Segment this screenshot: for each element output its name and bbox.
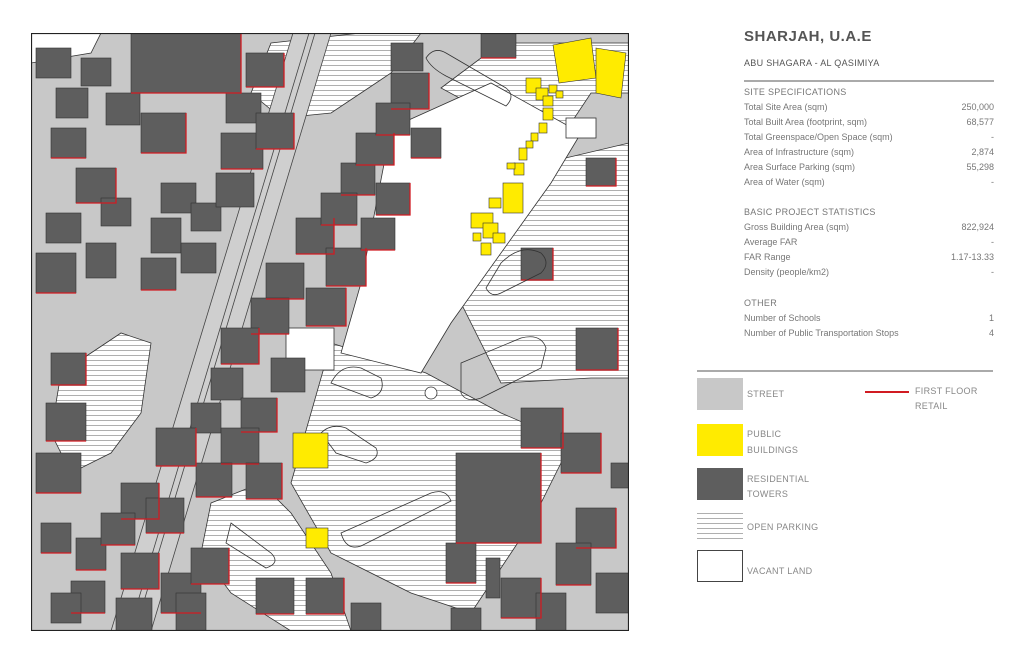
legend-residential: RESIDENTIAL TOWERS [697, 468, 897, 502]
legend-divider [697, 370, 993, 372]
project-statistics [744, 205, 994, 280]
stat-row: Average FAR - [744, 237, 994, 247]
site-title: SHARJAH, U.A.E [744, 28, 872, 45]
stat-row: Density (people/km2) - [744, 267, 994, 277]
legend-retail: FIRST FLOOR RETAIL [865, 378, 995, 412]
stats-heading: BASIC PROJECT STATISTICS [744, 207, 876, 217]
site-subtitle: ABU SHAGARA - AL QASIMIYA [744, 58, 880, 68]
other-row: Number of Schools 1 [744, 313, 994, 323]
other-statistics [744, 296, 994, 341]
site-map [31, 33, 629, 631]
site-specs-heading: SITE SPECIFICATIONS [744, 87, 847, 97]
street-swatch [697, 378, 743, 410]
residential-swatch [697, 468, 743, 500]
other-heading: OTHER [744, 298, 777, 308]
stat-row: FAR Range 1.17-13.33 [744, 252, 994, 262]
legend-street: STREET [697, 378, 897, 412]
divider [744, 80, 994, 82]
legend-vacant: VACANT LAND [697, 550, 897, 584]
spec-row: Area Surface Parking (sqm) 55,298 [744, 162, 994, 172]
public-swatch [697, 424, 743, 456]
site-specifications [744, 85, 994, 190]
spec-row: Total Site Area (sqm) 250,000 [744, 102, 994, 112]
vacant-swatch [697, 550, 743, 582]
legend-parking: OPEN PARKING [697, 511, 897, 545]
spec-row: Area of Infrastructure (sqm) 2,874 [744, 147, 994, 157]
spec-row: Area of Water (sqm) - [744, 177, 994, 187]
legend-public: PUBLIC BUILDINGS [697, 424, 897, 458]
stat-row: Gross Building Area (sqm) 822,924 [744, 222, 994, 232]
roundabout [425, 387, 437, 399]
info-panel [744, 28, 994, 338]
spec-row: Total Built Area (footprint, sqm) 68,577 [744, 117, 994, 127]
other-row: Number of Public Transportation Stops 4 [744, 328, 994, 338]
parking-swatch [697, 511, 743, 543]
retail-line-swatch [865, 391, 909, 393]
spec-row: Total Greenspace/Open Space (sqm) - [744, 132, 994, 142]
